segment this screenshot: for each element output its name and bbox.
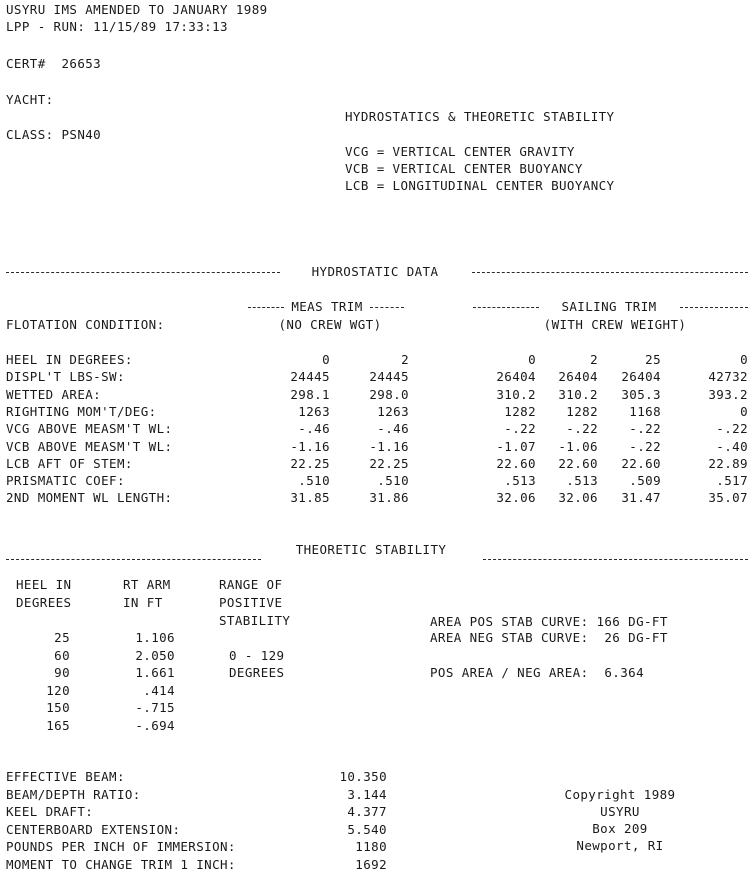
meas-trim-subheader: (NO CREW WGT) bbox=[278, 317, 382, 332]
hydro-cell: 22.60 bbox=[558, 455, 598, 471]
meas-trim-rule-left bbox=[248, 307, 284, 308]
stability-heel-value: 150 bbox=[46, 700, 70, 716]
copyright-line3: Box 209 bbox=[592, 821, 648, 836]
hydro-cell: 31.85 bbox=[290, 490, 330, 506]
sailing-trim-header: SAILING TRIM bbox=[561, 299, 657, 314]
range-unit: DEGREES bbox=[229, 665, 285, 680]
copyright-line2: USYRU bbox=[600, 804, 640, 819]
hydro-cell: 310.2 bbox=[496, 386, 536, 402]
hydro-cell: 22.25 bbox=[290, 455, 330, 471]
area-ratio: POS AREA / NEG AREA: 6.364 bbox=[430, 665, 644, 680]
area-pos-stab: AREA POS STAB CURVE: 166 DG-FT bbox=[430, 614, 668, 629]
hydro-cell: 26404 bbox=[621, 369, 661, 385]
hydro-cell: .509 bbox=[629, 473, 661, 489]
hydro-cell: -.40 bbox=[716, 438, 748, 454]
hydro-cell: -.46 bbox=[298, 421, 330, 437]
hydro-cell: 31.86 bbox=[369, 490, 409, 506]
hydro-cell: .513 bbox=[566, 473, 598, 489]
range-value: 0 - 129 bbox=[229, 648, 285, 663]
hydro-cell: -.46 bbox=[377, 421, 409, 437]
section-divider-left bbox=[6, 272, 280, 273]
stability-rtarm-value: -.694 bbox=[135, 718, 175, 733]
hydro-cell: 24445 bbox=[369, 369, 409, 385]
hydro-cell: 25 bbox=[645, 352, 661, 367]
hydro-cell: 0 bbox=[322, 352, 330, 367]
hydro-cell: -.22 bbox=[504, 421, 536, 437]
hydro-cell: -1.16 bbox=[369, 438, 409, 454]
range-col-header-2: POSITIVE bbox=[219, 595, 283, 610]
heel-col-header-1: HEEL IN bbox=[16, 577, 72, 592]
class-label: CLASS: PSN40 bbox=[6, 127, 102, 142]
hydro-cell: 0 bbox=[740, 352, 748, 367]
hydro-cell: 24445 bbox=[290, 369, 330, 385]
hydro-cell: -.22 bbox=[629, 421, 661, 437]
hydro-cell: 1168 bbox=[629, 403, 661, 419]
hydro-row-label: VCB ABOVE MEASM'T WL: bbox=[6, 438, 173, 454]
legend-lcb: LCB = LONGITUDINAL CENTER BUOYANCY bbox=[345, 178, 615, 193]
yacht-label: YACHT: bbox=[6, 92, 54, 107]
hydro-cell: 2 bbox=[401, 352, 409, 367]
meas-trim-header: MEAS TRIM bbox=[291, 299, 363, 314]
summary-label: KEEL DRAFT: bbox=[6, 804, 94, 820]
hydro-cell: -.22 bbox=[566, 421, 598, 437]
hydro-cell: 1263 bbox=[298, 403, 330, 419]
hydro-cell: 26404 bbox=[558, 369, 598, 385]
hydro-cell: 1282 bbox=[566, 403, 598, 419]
rtarm-col-header-2: IN FT bbox=[123, 595, 163, 610]
summary-label: CENTERBOARD EXTENSION: bbox=[6, 821, 181, 837]
hydro-cell: 32.06 bbox=[558, 490, 598, 506]
stability-rtarm-value: .414 bbox=[143, 682, 175, 698]
hydro-cell: .517 bbox=[716, 473, 748, 489]
summary-value: 10.350 bbox=[339, 769, 387, 784]
rtarm-col-header-1: RT ARM bbox=[123, 577, 171, 592]
hydro-cell: 26404 bbox=[496, 369, 536, 385]
hydro-cell: 32.06 bbox=[496, 490, 536, 506]
stability-rtarm-value: -.715 bbox=[135, 700, 175, 716]
doc-header-run: LPP - RUN: 11/15/89 17:33:13 bbox=[6, 19, 228, 34]
meas-trim-rule-right bbox=[370, 307, 404, 308]
summary-label: POUNDS PER INCH OF IMMERSION: bbox=[6, 839, 236, 855]
sailing-trim-rule-right bbox=[680, 307, 748, 308]
area-neg-stab: AREA NEG STAB CURVE: 26 DG-FT bbox=[430, 630, 668, 645]
sailing-trim-subheader: (WITH CREW WEIGHT) bbox=[543, 317, 687, 332]
hydro-cell: .510 bbox=[377, 473, 409, 489]
copyright-line1: Copyright 1989 bbox=[564, 787, 676, 802]
hydro-row-label: VCG ABOVE MEASM'T WL: bbox=[6, 421, 173, 437]
hydro-cell: 35.07 bbox=[708, 490, 748, 506]
hydro-cell: 22.60 bbox=[496, 455, 536, 471]
hydro-cell: 298.0 bbox=[369, 386, 409, 402]
hydro-cell: 1282 bbox=[504, 403, 536, 419]
hydrostatic-section-title: HYDROSTATIC DATA bbox=[311, 264, 439, 279]
stability-rtarm-value: 1.661 bbox=[135, 665, 175, 681]
range-col-header-3: STABILITY bbox=[219, 613, 291, 628]
hydro-cell: 2 bbox=[590, 352, 598, 367]
cert-number: CERT# 26653 bbox=[6, 56, 102, 71]
hydro-cell: -1.07 bbox=[496, 438, 536, 454]
hydro-cell: .513 bbox=[504, 473, 536, 489]
hydro-row-label: LCB AFT OF STEM: bbox=[6, 455, 133, 471]
summary-label: MOMENT TO CHANGE TRIM 1 INCH: bbox=[6, 857, 236, 872]
legend-vcg: VCG = VERTICAL CENTER GRAVITY bbox=[345, 144, 575, 159]
heel-col-header-2: DEGREES bbox=[16, 595, 72, 610]
stability-heel-value: 60 bbox=[54, 647, 70, 663]
hydro-row-label: WETTED AREA: bbox=[6, 386, 102, 402]
stability-heel-value: 120 bbox=[46, 682, 70, 698]
hydro-cell: 310.2 bbox=[558, 386, 598, 402]
summary-value: 1692 bbox=[355, 857, 387, 872]
stability-section-title: THEORETIC STABILITY bbox=[295, 542, 447, 557]
flotation-condition-label: FLOTATION CONDITION: bbox=[6, 317, 165, 332]
hydro-row-label: RIGHTING MOM'T/DEG: bbox=[6, 403, 157, 419]
stability-divider-left bbox=[6, 559, 261, 560]
hydro-row-label: HEEL IN DEGREES: bbox=[6, 352, 133, 367]
section-divider-right bbox=[472, 272, 748, 273]
stability-rtarm-value: 1.106 bbox=[135, 630, 175, 645]
hydro-cell: 22.25 bbox=[369, 455, 409, 471]
hydro-cell: 1263 bbox=[377, 403, 409, 419]
stability-heel-value: 90 bbox=[54, 665, 70, 681]
hydro-row-label: DISPL'T LBS-SW: bbox=[6, 369, 125, 385]
hydro-cell: 22.89 bbox=[708, 455, 748, 471]
summary-value: 4.377 bbox=[347, 804, 387, 820]
hydro-row-label: PRISMATIC COEF: bbox=[6, 473, 125, 489]
hydro-cell: -1.06 bbox=[558, 438, 598, 454]
hydro-cell: 42732 bbox=[708, 369, 748, 385]
hydro-cell: 305.3 bbox=[621, 386, 661, 402]
sailing-trim-rule-left bbox=[473, 307, 539, 308]
range-col-header-1: RANGE OF bbox=[219, 577, 283, 592]
stability-heel-value: 25 bbox=[54, 630, 70, 645]
hydro-cell: -.22 bbox=[629, 438, 661, 454]
hydro-cell: .510 bbox=[298, 473, 330, 489]
hydro-cell: 393.2 bbox=[708, 386, 748, 402]
hydro-cell: -.22 bbox=[716, 421, 748, 437]
copyright-line4: Newport, RI bbox=[576, 838, 664, 853]
summary-label: EFFECTIVE BEAM: bbox=[6, 769, 125, 784]
legend-vcb: VCB = VERTICAL CENTER BUOYANCY bbox=[345, 161, 583, 176]
hydro-cell: -1.16 bbox=[290, 438, 330, 454]
hydro-cell: 22.60 bbox=[621, 455, 661, 471]
doc-title: HYDROSTATICS & THEORETIC STABILITY bbox=[345, 109, 615, 124]
hydro-cell: 31.47 bbox=[621, 490, 661, 506]
hydro-cell: 0 bbox=[528, 352, 536, 367]
summary-value: 3.144 bbox=[347, 786, 387, 802]
stability-rtarm-value: 2.050 bbox=[135, 647, 175, 663]
summary-value: 1180 bbox=[355, 839, 387, 855]
hydro-cell: 0 bbox=[740, 403, 748, 419]
hydro-row-label: 2ND MOMENT WL LENGTH: bbox=[6, 490, 173, 506]
stability-divider-right bbox=[483, 559, 748, 560]
summary-value: 5.540 bbox=[347, 821, 387, 837]
doc-header-line1: USYRU IMS AMENDED TO JANUARY 1989 bbox=[6, 2, 268, 17]
stability-heel-value: 165 bbox=[46, 718, 70, 733]
hydro-cell: 298.1 bbox=[290, 386, 330, 402]
summary-label: BEAM/DEPTH RATIO: bbox=[6, 786, 141, 802]
